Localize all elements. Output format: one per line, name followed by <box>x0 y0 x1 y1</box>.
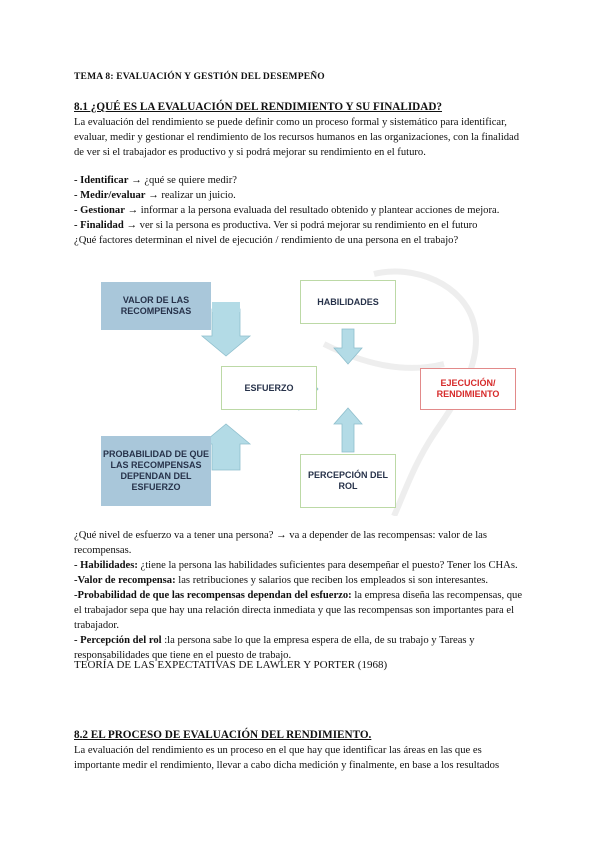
section-1-intro: La evaluación del rendimiento se puede definir como un proceso formal y sistemático para identificar, evaluar, medir y gestionar el rendimiento de los recursos humanos en las organizaciones, con la finalidad de ver si el trabajador es productivo y si podrá mejorar su rendimiento en el futuro. <box>74 117 520 158</box>
chapter-title: TEMA 8: EVALUACIÓN Y GESTIÓN DEL DESEMPEÑO <box>74 72 325 82</box>
list-item: - Habilidades: ¿tiene la persona las habilidades suficientes para desempeñar el puesto? Tener los CHAs. <box>74 560 518 571</box>
arrow-percepcion-up <box>334 408 362 452</box>
list-item: - Percepción del rol :la persona sabe lo que la empresa espera de ella, de su trabajo y Tareas y responsabilidades que tiene en el puesto de trabajo. <box>74 635 475 661</box>
box-ejecucion-rendimiento: EJECUCIÓN/ RENDIMIENTO <box>420 368 516 410</box>
list-item: -Probabilidad de que las recompensas dependan del esfuerzo: la empresa diseña las recompensas, que el trabajador sepa que hay una relación directa inmediata y que las recompensas son importantes para el trabajador. <box>74 590 523 631</box>
box-probabilidad-recompensas: PROBABILIDAD DE QUE LAS RECOMPENSAS DEPENDAN DEL ESFUERZO <box>101 436 211 506</box>
section-2-text: La evaluación del rendimiento es un proceso en el que hay que identificar las áreas en las que es importante medir el rendimiento, llevar a cabo dicha medición y finalmente, en base a los resultados <box>74 745 500 771</box>
box-habilidades: HABILIDADES <box>300 280 396 324</box>
performance-diagram <box>74 264 526 516</box>
explanation-block: ¿Qué nivel de esfuerzo va a tener una persona? → va a depender de las recompensas: valor de las recompensas. - Habilidades: ¿tiene la persona las habilidades suficientes para desempeñar el puesto? Tener los CHAs. -Valor de recompensa: las retribuciones y salarios que reciben los empleados si son interesantes. -Probabilidad de que las recompensas dependan del esfuerzo: la empresa diseña las recompensas, que el trabajador sepa que hay una relación directa inmediata y que las recompensas son importantes para el trabajador. - Percepción del rol :la persona sabe lo que la empresa espera de ella, de su trabajo y Tareas y responsabilidades que tiene en el puesto de trabajo. <box>74 528 526 663</box>
factors-question: ¿Qué factores determinan el nivel de ejecución / rendimiento de una persona en el trabajo? <box>74 235 459 246</box>
section-2-heading: 8.2 EL PROCESO DE EVALUACIÓN DEL RENDIMIENTO. <box>74 729 372 741</box>
box-percepcion-rol: PERCEPCIÓN DEL ROL <box>300 454 396 508</box>
list-item: - Gestionar → informar a la persona evaluada del resultado obtenido y plantear acciones de mejora. <box>74 205 500 216</box>
theory-line: TEORÍA DE LAS EXPECTATIVAS DE LAWLER Y PORTER (1968) <box>74 659 388 671</box>
box-esfuerzo: ESFUERZO <box>221 366 317 410</box>
list-item: - Identificar → ¿qué se quiere medir? <box>74 175 237 186</box>
definition-list <box>74 173 526 248</box>
list-item: - Medir/evaluar → realizar un juicio. <box>74 190 236 201</box>
box-valor-recompensas: VALOR DE LAS RECOMPENSAS <box>101 282 211 330</box>
list-item: -Valor de recompensa: las retribuciones y salarios que reciben los empleados si son interesantes. <box>74 575 489 586</box>
section-1-heading: 8.1 ¿QUÉ ES LA EVALUACIÓN DEL RENDIMIENTO Y SU FINALIDAD? <box>74 101 443 113</box>
list-item: - Finalidad → ver si la persona es productiva. Ver si podrá mejorar su rendimiento en el futuro <box>74 220 478 231</box>
